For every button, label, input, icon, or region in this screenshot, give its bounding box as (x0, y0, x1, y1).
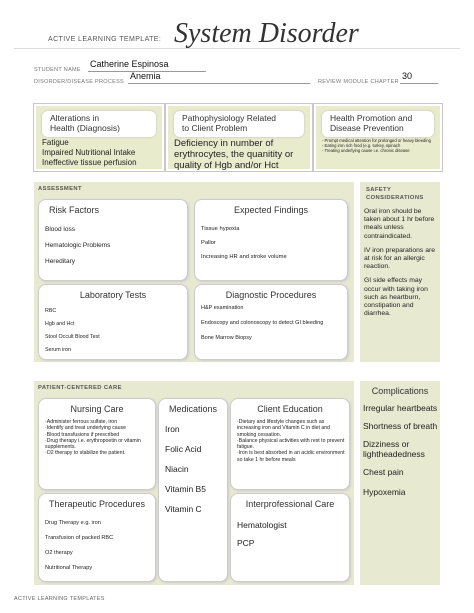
complications-title: Complications (371, 386, 429, 396)
list-item: - Eating iron rich food (e.g. turkey, spinach (322, 143, 401, 149)
list-item: ·Administer ferrous sulfate, iron (45, 419, 118, 425)
list-item: Drug Therapy e.g. iron (45, 520, 101, 526)
assessment-title: ASSESSMENT (38, 186, 82, 192)
list-item: erythrocytes, the quanitity or (174, 149, 294, 160)
lab-tests-card (38, 284, 188, 360)
student-name-label: STUDENT NAME (34, 67, 81, 73)
list-item: Impaired Nutritional Intake (42, 148, 136, 157)
list-item: Vitamin C (165, 504, 202, 514)
alterations-body (42, 138, 158, 168)
complications-panel (360, 381, 440, 585)
safety-paragraph: IV iron preparations are at risk for an allergic reaction. (364, 246, 436, 271)
safety-body (364, 208, 438, 318)
list-item: Dizziness or lightheadedness (363, 439, 425, 459)
list-item: ·Iron is best absorbed in an acidic environment so take 1 hr before meals (237, 450, 345, 463)
client-education-list (237, 419, 345, 463)
medications-list (165, 419, 223, 519)
list-item: PCP (237, 538, 255, 548)
list-item: H&P examination (201, 305, 244, 311)
list-item: Chest pain (363, 467, 404, 477)
risk-factors-heading: Risk Factors (49, 205, 100, 215)
lab-tests-list (45, 305, 183, 357)
list-item: Increasing HR and stroke volume (201, 254, 287, 260)
list-item: Hypoxemia (363, 487, 406, 497)
disorder-field[interactable] (128, 73, 310, 84)
list-item: - Treating underlying cause i.e. chronic disease (322, 148, 410, 154)
nursing-care-heading: Nursing Care (70, 404, 124, 414)
list-item: Vitamin B5 (165, 484, 206, 494)
review-module-label: REVIEW MODULE CHAPTER (318, 79, 399, 85)
risk-factors-list (45, 222, 183, 270)
list-item: ·Dietary and lifestyle changes such as increasing iron and Vitamin C in diet and smoking cessation. (237, 419, 331, 438)
list-item: Deficiency in number of (174, 138, 274, 149)
review-module-field[interactable] (400, 73, 438, 84)
diagnostic-list (201, 305, 343, 342)
client-education-card (230, 398, 350, 490)
list-item: ·Blood transfusions if prescribed (45, 431, 120, 438)
pathophysiology-box (166, 104, 312, 171)
health-promotion-heading: Health Promotion and Disease Prevention (322, 111, 434, 137)
list-item: ·Balance physical activities with rest to prevent fatigue. (237, 437, 345, 451)
list-item: ·Identify and treat underlying cause (45, 425, 127, 432)
diagnostic-heading: Diagnostic Procedures (225, 290, 317, 300)
interprofessional-list (237, 516, 345, 552)
disorder-value: Anemia (130, 71, 161, 81)
list-item: Stool Occult Blood Test (45, 334, 100, 340)
medications-card (158, 398, 228, 582)
lab-tests-heading: Laboratory Tests (79, 290, 147, 300)
diagnostic-card (194, 284, 348, 360)
expected-findings-heading: Expected Findings (233, 205, 309, 215)
list-item: ·O2 therapy to stabilize the patient. (45, 450, 126, 457)
list-item: Nutritional Therapy (45, 565, 93, 571)
expected-findings-list (201, 222, 343, 264)
alterations-box (34, 104, 164, 171)
therapeutic-card (38, 493, 156, 582)
list-item: O2 therapy (45, 550, 73, 556)
list-item: Fatigue (42, 138, 69, 147)
therapeutic-heading: Therapeutic Procedures (48, 499, 146, 509)
safety-paragraph: GI side effects may occur with taking iron such as heartburn, constipation and diarrhea. (364, 277, 428, 318)
list-item: Folic Acid (165, 444, 202, 454)
list-item: Hematologist (237, 520, 287, 530)
list-item: RBC (45, 308, 57, 314)
therapeutic-list (45, 516, 151, 576)
pathophysiology-heading: Pathophysiology Related to Client Problem (174, 111, 304, 137)
list-item: - Prompt medical attention for prolonged or heavy bleeding (322, 138, 431, 143)
list-item: Pallor (201, 240, 216, 246)
pathophysiology-body (174, 138, 306, 171)
alterations-heading: Alterations in Health (Diagnosis) (42, 111, 156, 137)
template-title: System Disorder (174, 18, 359, 49)
list-item: Hgb and Hct (45, 321, 75, 327)
client-education-heading: Client Education (257, 404, 323, 414)
list-item: Iron (165, 424, 180, 434)
patient-care-panel (34, 381, 354, 585)
student-name-value: Catherine Espinosa (90, 59, 169, 69)
list-item: quality of Hgb and/or Hct (174, 160, 279, 171)
list-item: Tissue hypoxia (201, 226, 240, 232)
safety-title: SAFETY CONSIDERATIONS (366, 187, 424, 201)
nursing-care-list (45, 419, 151, 457)
list-item: Irregular heartbeats (363, 403, 438, 413)
nursing-care-card (38, 398, 156, 490)
safety-paragraph: Oral iron should be taken about 1 hr before meals unless contraindicated. (364, 208, 435, 240)
interprofessional-card (230, 493, 350, 582)
template-prefix: ACTIVE LEARNING TEMPLATE: (48, 36, 162, 43)
expected-findings-card (194, 199, 348, 281)
list-item: Hereditary (45, 258, 75, 265)
list-item: ·Drug therapy i.e. erythropoetin or vitamin supplements. (45, 437, 141, 451)
template-header (14, 12, 460, 49)
list-item: Blood loss (45, 226, 75, 233)
medications-heading: Medications (168, 404, 218, 414)
list-item: Endoscopy and colonoscopy to detect GI bleeding (201, 320, 324, 326)
list-item: Hematologic Problems (45, 242, 111, 249)
list-item: Bone Marrow Biopsy (201, 335, 252, 341)
safety-panel (360, 182, 440, 362)
health-promotion-body (322, 138, 436, 154)
footer-text: ACTIVE LEARNING TEMPLATES (14, 596, 105, 602)
patient-care-title: PATIENT-CENTERED CARE (38, 385, 122, 391)
health-promotion-box (314, 104, 442, 171)
list-item: Serum iron (45, 347, 71, 353)
list-item: Transfusion of packed RBC (45, 535, 114, 541)
review-module-value: 30 (402, 71, 413, 81)
list-item: Niacin (165, 464, 189, 474)
interprofessional-heading: Interprofessional Care (245, 499, 335, 509)
assessment-panel (34, 182, 354, 362)
risk-factors-card (38, 199, 188, 281)
complications-list (363, 403, 439, 497)
list-item: Ineffective tissue perfusion (42, 158, 137, 167)
disorder-label: DISORDER/DISEASE PROCESS (34, 79, 125, 85)
list-item: Shortness of breath (363, 421, 438, 431)
